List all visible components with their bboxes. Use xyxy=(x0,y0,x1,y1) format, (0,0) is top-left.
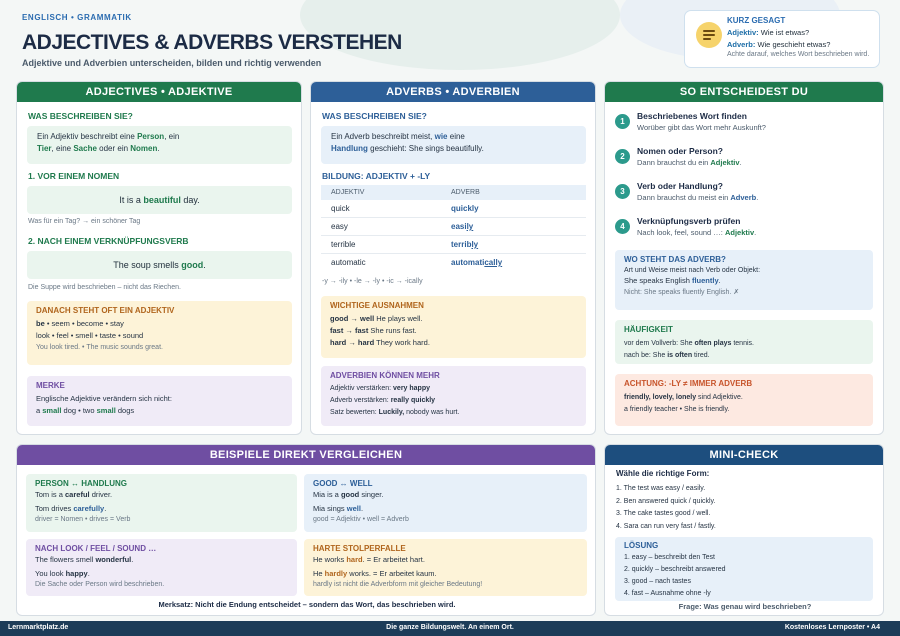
page-subtitle: Adjektive und Adverbien unterscheiden, bilden und richtig verwenden xyxy=(22,58,322,68)
decide-header: SO ENTSCHEIDEST DU xyxy=(605,82,883,102)
compare-header: BEISPIELE DIREKT VERGLEICHEN xyxy=(17,445,595,465)
adverb-position-title: WO STEHT DAS ADVERB? xyxy=(624,255,726,264)
adjectives-panel xyxy=(16,81,302,435)
compare-card: GOOD ↔ WELL Mia is a good singer. Mia sings well. good = Adjektiv • well = Adverb xyxy=(304,474,587,532)
table-row: automatic automatically xyxy=(331,258,503,267)
list-item: 1. easy – beschreibt den Test xyxy=(624,554,715,561)
minicheck-prompt: Wähle die richtige Form: xyxy=(616,469,710,478)
compare-card-title: GOOD ↔ WELL xyxy=(313,479,373,488)
linking-verbs-box: DANACH STEHT OFT EIN ADJEKTIV be • seem • become • stay look • feel • smell • taste • sound You look tired. • The music sounds great. xyxy=(27,301,292,365)
frequency-box: HÄUFIGKEIT vor dem Vollverb: She often plays tennis. nach be: She is often tired. xyxy=(615,320,873,364)
example-sentence: The soup smells good. xyxy=(27,251,292,279)
minicheck-header: MINI-CHECK xyxy=(605,445,883,465)
adverb-definition: Ein Adverb beschreibt meist, wie eine Handlung geschieht: She sings beautifully. xyxy=(321,126,586,164)
list-item: 2. Ben answered quick / quickly. xyxy=(616,497,716,505)
adjectives-header: ADJECTIVES • ADJEKTIVE xyxy=(17,82,301,102)
exceptions-box: WICHTIGE AUSNAHMEN good → well He plays well. fast → fast She runs fast. hard → hard They work hard. xyxy=(321,296,586,358)
summary-adverb: Adverb: Wie geschieht etwas? xyxy=(727,40,831,49)
step-title: Verknüpfungsverb prüfen xyxy=(637,216,741,226)
compare-card: HARTE STOLPERFALLE He works hard. = Er arbeitet hart. He hardly works. = Er arbeitet kaum. hardly ist nicht die Adverbform mit gleicher Bedeutung! xyxy=(304,539,587,596)
list-item: 4. Sara can run very fast / fastly. xyxy=(616,522,716,530)
footer xyxy=(0,621,900,636)
compare-card: NACH LOOK / FEEL / SOUND … The flowers smell wonderful. You look happy. Die Sache oder Person wird beschrieben. xyxy=(26,539,297,596)
adverbs-question: WAS BESCHREIBEN SIE? xyxy=(322,111,427,121)
formation-title: BILDUNG: ADJEKTIV + -LY xyxy=(322,171,431,181)
step-number: 1 xyxy=(615,114,630,129)
compare-card-title: PERSON ↔ HANDLUNG xyxy=(35,479,128,488)
merksatz: Merksatz: Nicht die Endung entscheidet – sondern das Wort, das beschrieben wird. xyxy=(158,600,456,609)
list-item: 1. The test was easy / easily. xyxy=(616,485,706,492)
table-row: terrible terribly xyxy=(321,236,586,254)
minicheck-question: Frage: Was genau wird beschrieben? xyxy=(678,602,812,611)
summary-title: KURZ GESAGT xyxy=(727,16,786,25)
decide-panel xyxy=(604,81,884,435)
table-row: quick quickly xyxy=(321,200,586,218)
adjectives-section-1: 1. VOR EINEM NOMEN xyxy=(28,171,120,181)
step-text: Dann brauchst du meist ein Adverb. xyxy=(637,193,759,202)
summary-hint: Achte darauf, welches Wort beschrieben wird. xyxy=(727,51,870,58)
minicheck-panel xyxy=(604,444,884,616)
adverbs-more-title: ADVERBIEN KÖNNEN MEHR xyxy=(330,371,440,380)
step-text: Dann brauchst du ein Adjektiv. xyxy=(637,158,742,167)
caution-title: ACHTUNG: -LY ≠ IMMER ADVERB xyxy=(624,379,753,388)
summary-card xyxy=(684,10,880,68)
page-title: ADJECTIVES & ADVERBS VERSTEHEN xyxy=(22,31,402,54)
merke-box: MERKE Englische Adjektive verändern sich nicht: a small dog • two small dogs xyxy=(27,376,292,426)
spelling-rules: -y → -ily • -le → -ly • -ic → -ically xyxy=(322,278,423,285)
list-item: 3. good – nach tastes xyxy=(624,578,691,585)
exercise-list xyxy=(616,483,716,533)
list-item: 2. quickly – beschreibt answered xyxy=(624,566,726,573)
example-note: Was für ein Tag? → ein schöner Tag xyxy=(28,218,141,225)
note-lines-icon xyxy=(696,22,722,48)
linking-verbs-title: DANACH STEHT OFT EIN ADJEKTIV xyxy=(36,306,175,315)
summary-adjective: Adjektiv: Wie ist etwas? xyxy=(727,28,810,37)
compare-card-title: NACH LOOK / FEEL / SOUND … xyxy=(35,544,157,553)
adjective-definition: Ein Adjektiv beschreibt eine Person, ein Tier, eine Sache oder ein Nomen. xyxy=(27,126,292,164)
step-text: Nach look, feel, sound …: Adjektiv. xyxy=(637,228,757,237)
footer-slogan: Die ganze Bildungswelt. An einem Ort. xyxy=(386,624,514,631)
step-number: 4 xyxy=(615,219,630,234)
caution-box: ACHTUNG: -LY ≠ IMMER ADVERB friendly, lovely, lonely sind Adjektive. a friendly teacher • She is friendly. xyxy=(615,374,873,426)
step-text: Worüber gibt das Wort mehr Auskunft? xyxy=(637,123,766,132)
footer-note: Kostenloses Lernposter • A4 xyxy=(784,624,880,631)
table-row: easy easily xyxy=(321,218,586,236)
solution-box xyxy=(615,537,873,601)
adverbs-more-box: ADVERBIEN KÖNNEN MEHR Adjektiv verstärken: very happy Adverb verstärken: really quickly Satz bewerten: Luckily, nobody was hurt. xyxy=(321,366,586,426)
adjectives-section-2: 2. NACH EINEM VERKNÜPFUNGSVERB xyxy=(28,236,189,246)
eyebrow-label: ENGLISCH • GRAMMATIK xyxy=(22,13,132,22)
adverbs-header: ADVERBS • ADVERBIEN xyxy=(311,82,595,102)
table-header: ADJEKTIV ADVERB xyxy=(321,185,586,200)
step-title: Nomen oder Person? xyxy=(637,146,723,156)
list-item: 4. fast – Ausnahme ohne -ly xyxy=(624,590,711,597)
list-item: 3. The cake tastes good / well. xyxy=(616,510,711,517)
adverb-position-box: WO STEHT DAS ADVERB? Art und Weise meist nach Verb oder Objekt: She speaks English fluently. Nicht: She speaks fluently English. ✗ xyxy=(615,250,873,310)
exceptions-title: WICHTIGE AUSNAHMEN xyxy=(330,301,424,310)
step-number: 2 xyxy=(615,149,630,164)
adjectives-question: WAS BESCHREIBEN SIE? xyxy=(28,111,133,121)
adverbs-panel xyxy=(310,81,596,435)
compare-card-title: HARTE STOLPERFALLE xyxy=(313,544,406,553)
example-sentence: It is a beautiful day. xyxy=(27,186,292,214)
frequency-title: HÄUFIGKEIT xyxy=(624,325,673,334)
footer-site: Lernmarktplatz.de xyxy=(8,624,69,631)
example-note: Die Suppe wird beschrieben – nicht das Riechen. xyxy=(28,284,181,291)
step-title: Beschriebenes Wort finden xyxy=(637,111,747,121)
merke-title: MERKE xyxy=(36,381,65,390)
compare-card: PERSON ↔ HANDLUNG Tom is a careful driver. Tom drives carefully. driver = Nomen • drives = Verb xyxy=(26,474,297,532)
solution-title: LÖSUNG xyxy=(624,541,659,550)
formation-table xyxy=(321,185,586,272)
compare-panel xyxy=(16,444,596,616)
step-number: 3 xyxy=(615,184,630,199)
step-title: Verb oder Handlung? xyxy=(637,181,723,191)
